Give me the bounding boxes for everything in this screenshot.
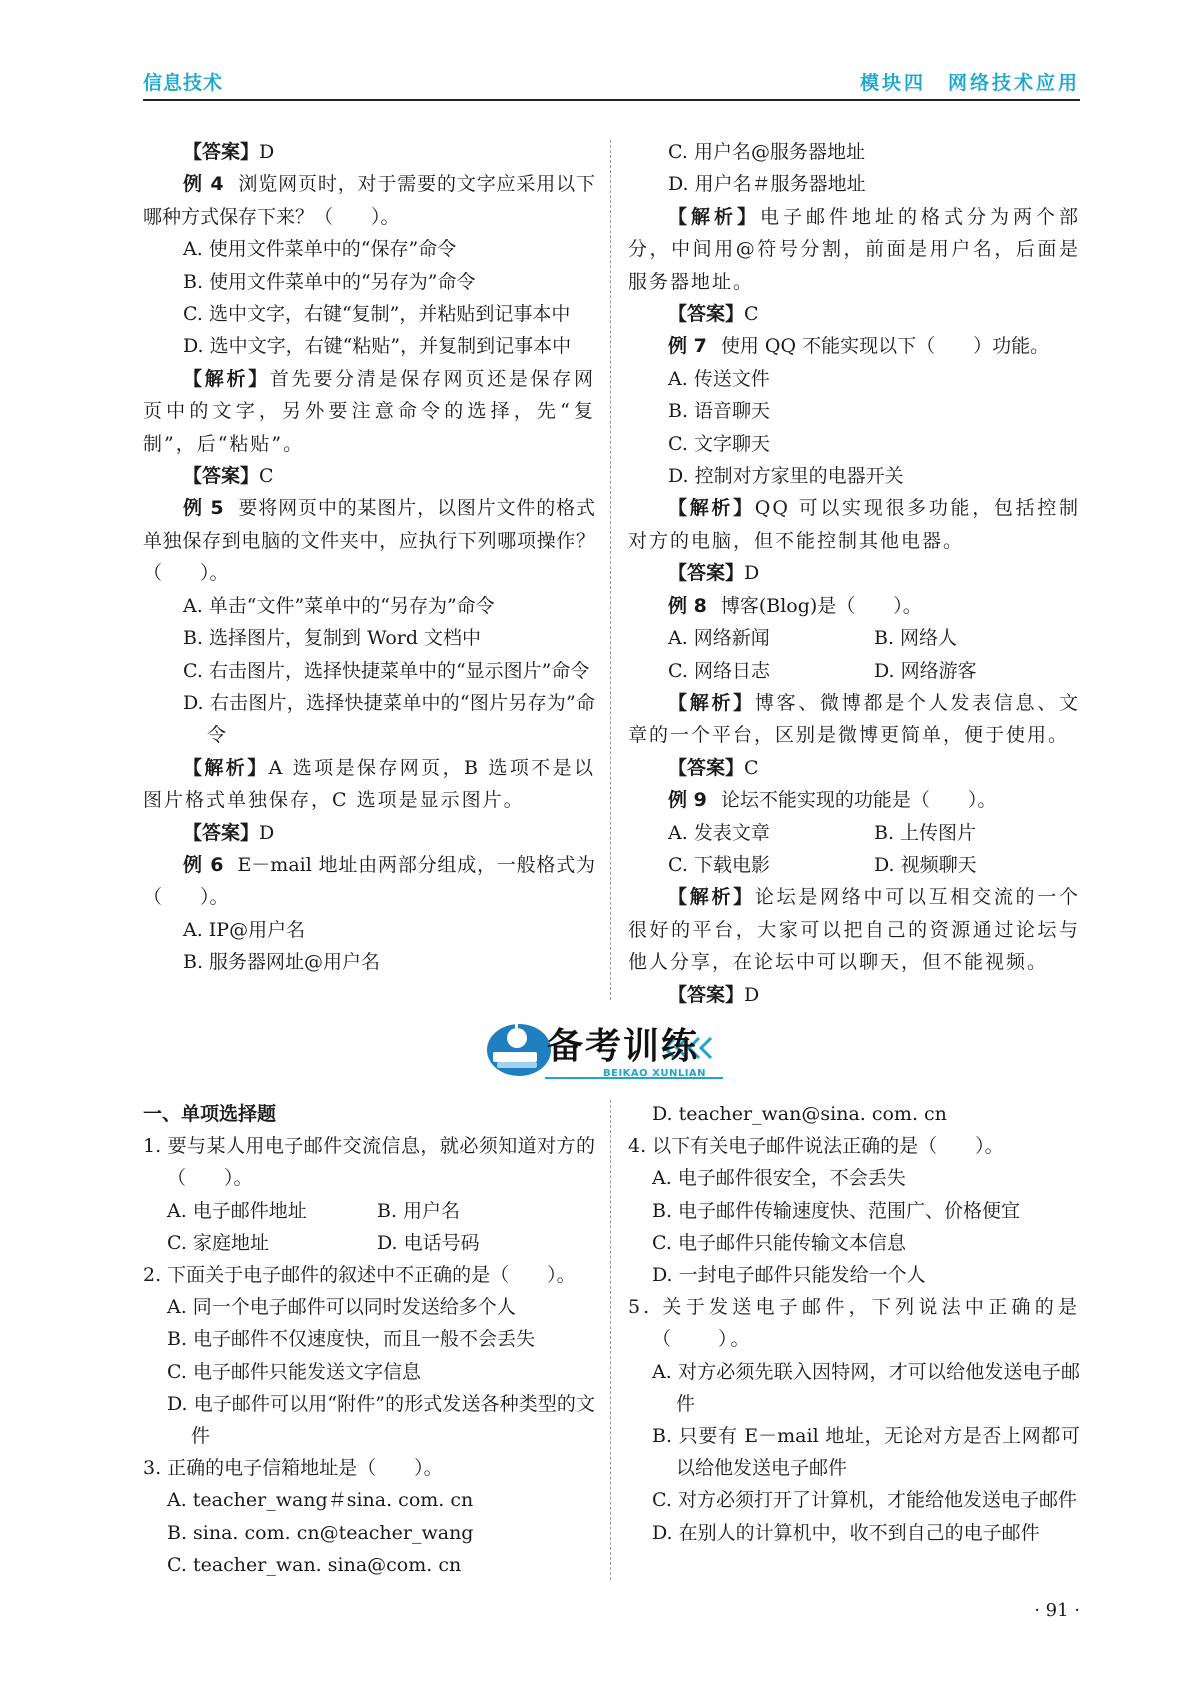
example-9-answer: 【答案】D [668,983,760,1006]
example-5: 例 5 要将网页中的某图片，以图片文件的格式单独保存到电脑的文件夹中，应执行下列哪项操作？（ ）。 [143,497,595,585]
question-2: 2. 下面关于电子邮件的叙述中不正确的是（ ）。 [143,1264,576,1287]
question-2-option-b: B. 电子邮件不仅速度快，而且一般不会丢失 [167,1328,536,1351]
question-1-option-a: A. 电子邮件地址 [167,1199,307,1222]
question-4-option-b: B. 电子邮件传输速度快、范围广、价格便宜 [652,1199,1021,1222]
example-8-options-row-1 [628,622,1080,654]
question-5-option-a: A. 对方必须先联入因特网，才可以给他发送电子邮件 [652,1360,1080,1415]
exercises-column-right [628,1098,1080,1549]
question-5-option-d: D. 在别人的计算机中，收不到自己的电子邮件 [652,1521,1040,1544]
example-4: 例 4 浏览网页时，对于需要的文字应采用以下哪种方式保存下来？（ ）。 [143,173,595,228]
example-7-option-d: D. 控制对方家里的电器开关 [668,465,904,488]
example-7-option-b: B. 语音聊天 [668,400,771,423]
example-9-option-d: D. 视频聊天 [874,853,977,876]
example-9-analysis: 【解析】论坛是网络中可以互相交流的一个很好的平台，大家可以把自己的资源通过论坛与他人分享，在论坛中可以聊天，但不能视频。 [628,886,1080,974]
column-divider-top [610,140,611,1000]
banner-title: 备考训练 [547,1026,700,1067]
example-5-analysis: 【解析】A 选项是保存网页，B 选项不是以图片格式单独保存，C 选项是显示图片。 [143,756,595,812]
example-6-option-d: D. 用户名＃服务器地址 [668,173,866,196]
example-7-analysis: 【解析】QQ 可以实现很多功能，包括控制对方的电脑，但不能控制其他电器。 [628,497,1080,552]
example-5-option-a: A. 单击“文件”菜单中的“另存为”命令 [183,594,495,617]
question-4: 4. 以下有关电子邮件说法正确的是（ ）。 [628,1135,1004,1158]
section-title: 一、单项选择题 [143,1103,277,1125]
question-1-options-row-2 [143,1227,595,1259]
example-9-option-a: A. 发表文章 [668,821,770,844]
example-7-answer: 【答案】D [668,562,760,585]
example-6-option-a: A. IP@用户名 [183,918,306,941]
question-4-option-c: C. 电子邮件只能传输文本信息 [652,1231,906,1254]
answer-line: 【答案】D [183,141,275,163]
example-5-option-d: D. 右击图片，选择快捷菜单中的“图片另存为”命令 [183,691,595,747]
example-6-option-c: C. 用户名@服务器地址 [668,141,865,163]
example-8-options-row-2 [628,655,1080,687]
book-icon-lower [497,1062,537,1068]
example-8-option-a: A. 网络新闻 [668,627,770,650]
question-5-option-b: B. 只要有 E－mail 地址，无论对方是否上网都可以给他发送电子邮件 [652,1425,1080,1480]
question-2-option-c: C. 电子邮件只能发送文字信息 [167,1360,421,1383]
question-1-option-c: C. 家庭地址 [167,1231,269,1254]
example-9: 例 9 论坛不能实现的功能是（ ）。 [668,789,997,812]
apple-icon [507,1028,527,1048]
book-icon [493,1052,537,1062]
example-4-answer: 【答案】C [183,465,274,488]
apple-stem [515,1024,518,1030]
banner-subtitle: BEIKAO XUNLIAN [603,1068,707,1079]
example-7-option-a: A. 传送文件 [668,367,770,390]
example-8-option-d: D. 网络游客 [874,659,977,682]
exercises-column-left [143,1098,595,1581]
question-1-option-b: B. 用户名 [377,1199,461,1222]
question-3: 3. 正确的电子信箱地址是（ ）。 [143,1457,443,1480]
module-number: 模块四 [859,72,926,94]
question-5: 5. 关于发送电子邮件，下列说法中正确的是（ ）。 [628,1296,1080,1351]
example-4-analysis: 【解析】首先要分清是保存网页还是保存网页中的文字，另外要注意命令的选择，先“复制”，后“粘贴”。 [143,367,595,455]
example-4-option-b: B. 使用文件菜单中的“另存为”命令 [183,270,476,293]
question-3-option-c: C. teacher_wan. sina@com. cn [167,1553,462,1576]
example-8: 例 8 博客(Blog)是（ ）。 [668,594,922,617]
example-9-option-b: B. 上传图片 [874,821,977,844]
example-5-answer: 【答案】D [183,821,275,844]
example-4-option-c: C. 选中文字，右键“复制”，并粘贴到记事本中 [183,303,571,326]
module-title: 网络技术应用 [947,72,1080,94]
header-rule [143,99,1080,101]
example-6-answer: 【答案】C [668,303,759,326]
question-3-option-b: B. sina. com. cn@teacher_wang [167,1521,474,1544]
example-4-option-d: D. 选中文字，右键“粘贴”，并复制到记事本中 [183,335,572,358]
example-4-option-a: A. 使用文件菜单中的“保存”命令 [183,238,457,261]
example-5-option-b: B. 选择图片，复制到 Word 文档中 [183,627,482,650]
example-6-analysis: 【解析】电子邮件地址的格式分为两个部分，中间用@符号分割，前面是用户名，后面是服务器地址。 [628,205,1080,293]
example-8-analysis: 【解析】博客、微博都是个人发表信息、文章的一个平台，区别是微博更简单，便于使用。 [628,691,1080,747]
example-5-option-c: C. 右击图片，选择快捷菜单中的“显示图片”命令 [183,659,590,682]
page-number: · 91 · [1034,1600,1080,1621]
example-6: 例 6 E－mail 地址由两部分组成，一般格式为（ ）。 [143,853,595,909]
example-7-option-c: C. 文字聊天 [668,432,770,455]
practice-banner [485,1012,725,1082]
question-4-option-d: D. 一封电子邮件只能发给一个人 [652,1264,926,1287]
question-5-option-c: C. 对方必须打开了计算机，才能给他发送电子邮件 [652,1489,1077,1512]
question-3-option-d: D. teacher_wan@sina. com. cn [652,1103,947,1125]
question-2-option-d: D. 电子邮件可以用“附件”的形式发送各种类型的文件 [167,1392,595,1448]
question-4-option-a: A. 电子邮件很安全，不会丢失 [652,1167,906,1190]
question-1: 1. 要与某人用电子邮件交流信息，就必须知道对方的（ ）。 [143,1135,595,1190]
example-9-option-c: C. 下载电影 [668,853,770,876]
example-7: 例 7 使用 QQ 不能实现以下（ ）功能。 [668,335,1050,358]
example-8-answer: 【答案】C [668,756,759,779]
example-9-options-row-2 [628,849,1080,881]
column-divider-bottom [610,1100,611,1580]
question-1-option-d: D. 电话号码 [377,1231,480,1254]
question-1-options-row-1 [143,1195,595,1227]
question-2-option-a: A. 同一个电子邮件可以同时发送给多个人 [167,1296,516,1319]
examples-column-right [628,136,1080,1011]
running-header-left: 信息技术 [143,72,224,94]
example-8-option-c: C. 网络日志 [668,659,770,682]
example-8-option-b: B. 网络人 [874,627,958,650]
running-header-right [860,68,1080,95]
example-9-options-row-1 [628,817,1080,849]
question-3-option-a: A. teacher_wang＃sina. com. cn [167,1489,474,1512]
example-6-option-b: B. 服务器网址@用户名 [183,951,381,974]
examples-column-left [143,136,595,979]
